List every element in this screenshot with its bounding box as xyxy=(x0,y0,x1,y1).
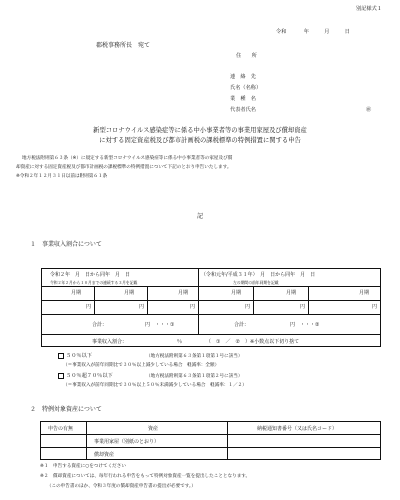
intro-line-2: 却資産に対する固定資産税及び都市計画税の課税標準の特例措置について下記のとおり申告いたします。 xyxy=(16,165,232,170)
option-50-70-sub: （＝事業収入が前年同期比で３０％以上５０％未満減少している場合 軽減率：１／２） xyxy=(63,383,247,388)
option-50-law: （地方税法附則第６３条第１項第１号に該当） xyxy=(146,354,243,359)
field-industry: 業 種 名 xyxy=(230,96,256,102)
ratio-formula: （ ① ／ ② ）※小数点以下切り捨て xyxy=(206,339,300,345)
asset-row-building: 事業用家屋（別紙のとおり） xyxy=(94,439,160,445)
col-number-header: 納税通知書番号（又は氏名コード） xyxy=(257,426,338,432)
date-day: 日 xyxy=(344,29,350,35)
total-left-value: 円 ・・・① xyxy=(145,322,175,328)
right-month-1: 月期 xyxy=(231,290,242,296)
section1-heading: １ 事業収入割合について xyxy=(30,241,102,248)
seal-mark: ㊞ xyxy=(366,107,372,113)
ki-label: 記 xyxy=(197,213,204,220)
option-50-70-label: ５０％超７０％以下 xyxy=(66,373,113,379)
left-month-3: 月期 xyxy=(178,290,189,296)
left-yen-3: 円 xyxy=(190,304,196,310)
asset-row-depreciable: 償却資産 xyxy=(94,452,115,458)
note-3: （この申告書のほか、令和３年度の償却資産申告書の提出が必要です。） xyxy=(40,484,196,489)
option-50-or-less[interactable] xyxy=(58,352,92,359)
date-line xyxy=(276,28,350,35)
date-month: 月 xyxy=(324,29,330,35)
right-yen-1: 円 xyxy=(245,304,251,310)
right-yen-3: 円 xyxy=(372,304,378,310)
option-50-70[interactable] xyxy=(58,372,113,379)
field-address: 住 所 xyxy=(236,53,257,59)
total-right-value: 円 ・・・② xyxy=(290,322,320,328)
title-line-1: 新型コロナウイルス感染症等に係る中小事業者等の事業用家屋及び償却資産 xyxy=(93,127,307,134)
left-month-1: 月期 xyxy=(71,290,82,296)
field-name: 氏名（名称） xyxy=(230,85,262,91)
addressee: 郡税事務所長 宛て xyxy=(96,42,151,49)
right-month-2: 月期 xyxy=(286,290,297,296)
right-month-3: 月期 xyxy=(359,290,370,296)
total-right-label: 合計： xyxy=(234,322,250,328)
left-period: 令和２年 月 日から同年 月 日 xyxy=(50,272,131,278)
right-period: （令和元年/平成３１年） 月 日から同年 月 日 xyxy=(201,272,316,278)
option-50-70-law: （地方税法附則第６３条第１項第２号に該当） xyxy=(146,374,243,379)
intro-line-3: ※令和２年１２月３１日以前は附則第６１条 xyxy=(16,174,108,179)
intro-line-1: 地方税法附則第６３条（※）に規定する新型コロナウイルス感染症等に係る中小事業者等の家屋及び償 xyxy=(22,156,233,161)
option-50-sub: （＝事業収入が前年同期比で３０％以上減少している場合 軽減率：全額） xyxy=(63,363,220,368)
section2-heading: ２ 特例対象資産について xyxy=(30,406,102,413)
field-representative: 代表者氏名 xyxy=(230,107,256,113)
right-yen-2: 円 xyxy=(300,304,306,310)
left-month-2: 月期 xyxy=(124,290,135,296)
option-50-label: ５０％以下 xyxy=(66,353,92,359)
col-check-header: 申告の有無 xyxy=(48,426,74,432)
checkbox-icon xyxy=(58,373,64,379)
note-1: ※１ 申告する資産に○をつけてください xyxy=(40,464,126,469)
total-left-label: 合計： xyxy=(92,322,108,328)
form-label: 別記様式１ xyxy=(356,6,382,12)
date-year: 年 xyxy=(303,29,309,35)
right-period-note: 左の期間の前年同期を記載 xyxy=(233,280,279,285)
date-era: 令和 xyxy=(276,29,287,35)
field-contact: 連 絡 先 xyxy=(230,74,256,80)
left-yen-2: 円 xyxy=(139,304,145,310)
ratio-label: 事業収入割合： xyxy=(92,339,128,345)
left-period-note: 令和２年２月から１０月までの連続する３月を記載 xyxy=(50,280,138,285)
title-line-2: に対する固定資産税及び都市計画税の課税標準の特例措置に関する申告 xyxy=(99,137,301,144)
ratio-percent: ％ xyxy=(177,339,183,345)
checkbox-icon xyxy=(58,353,64,359)
left-yen-1: 円 xyxy=(86,304,92,310)
note-2: ※２ 償却資産については、毎年行われる申告をもって特例対象資産一覧を提出したこととなります。 xyxy=(40,474,251,479)
col-asset-header: 資産 xyxy=(148,426,159,432)
